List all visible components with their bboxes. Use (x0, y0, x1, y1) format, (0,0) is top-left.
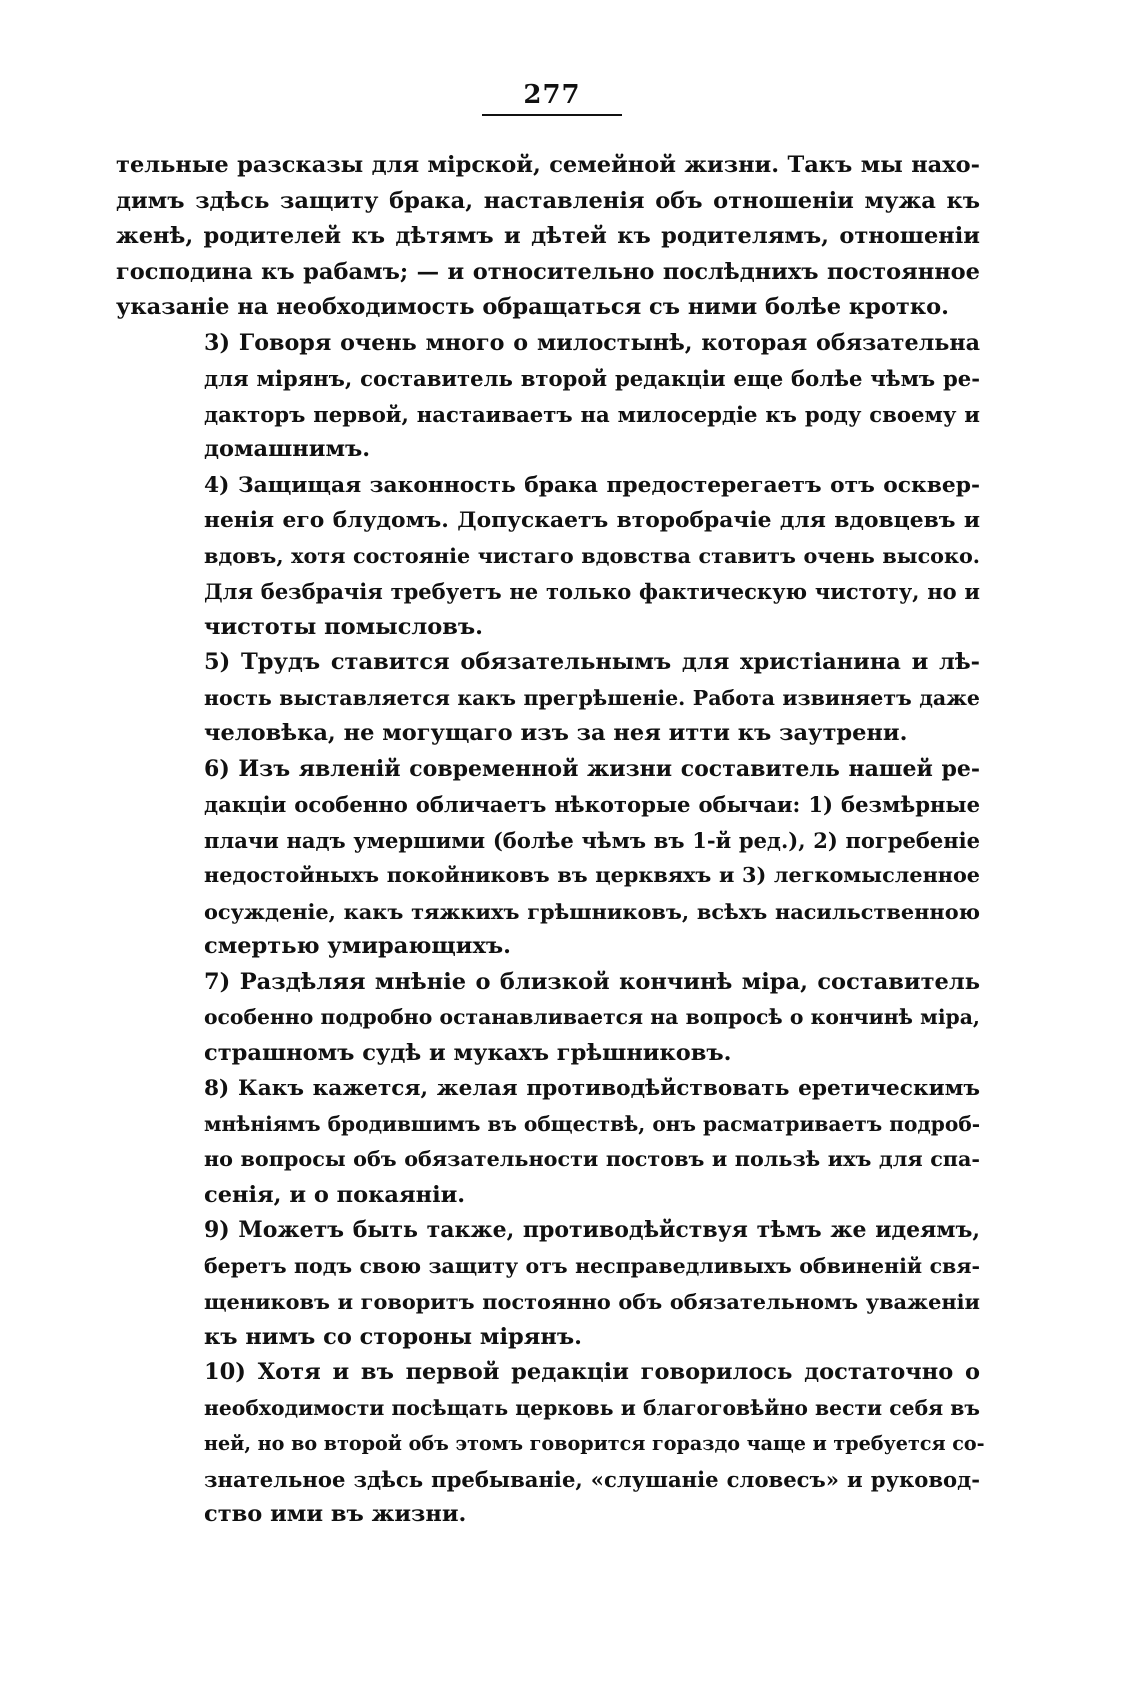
text-line: домашнимъ. (204, 436, 371, 462)
text-line: ность выставляется какъ прегрѣшеніе. Работа извиняетъ даже (204, 685, 980, 710)
paragraph (116, 965, 980, 1072)
text-line: 7) Раздѣляя мнѣніе о близкой кончинѣ міра, составитель (204, 968, 980, 995)
paragraph (116, 1071, 980, 1213)
text-line: знательное здѣсь пребываніе, «слушаніе словесъ» и руковод- (204, 1466, 980, 1492)
page-number: 277 (523, 80, 581, 110)
text-line: къ нимъ со стороны мірянъ. (204, 1323, 582, 1350)
text-line: особенно подробно останавливается на вопросѣ о кончинѣ міра, (204, 1005, 980, 1029)
text-line: вдовъ, хотя состояніе чистаго вдовства ставитъ очень высоко. (204, 543, 980, 568)
paragraph (116, 752, 980, 965)
text-line: для мірянъ, составитель второй редакціи еще болѣе чѣмъ ре- (204, 366, 980, 391)
text-line: сенія, и о покаяніи. (204, 1181, 466, 1208)
text-line: ненія его блудомъ. Допускаетъ второбрачіе для вдовцевъ и (204, 508, 980, 533)
page-number-rule (482, 114, 622, 116)
text-line: 6) Изъ явленій современной жизни составитель нашей ре- (204, 755, 980, 782)
text-line: 8) Какъ кажется, желая противодѣйствовать еретическимъ (204, 1076, 980, 1101)
page-header (482, 80, 622, 116)
text-line: 3) Говоря очень много о милостынѣ, которая обязательна (204, 329, 980, 356)
text-line: мнѣніямъ бродившимъ въ обществѣ, онъ расматриваетъ подроб- (204, 1111, 981, 1136)
text-line: ство ими въ жизни. (204, 1501, 467, 1527)
text-line: 10) Хотя и въ первой редакціи говорилось достаточно о (204, 1359, 980, 1385)
text-line: смертью умирающихъ. (204, 933, 511, 959)
text-line: беретъ подъ свою защиту отъ несправедливыхъ обвиненій свя- (204, 1253, 980, 1278)
paragraph (116, 645, 980, 752)
text-line: чистоты помысловъ. (204, 613, 484, 640)
paragraph (116, 326, 980, 468)
text-line: господина къ рабамъ; — и относительно послѣднихъ постоянное (116, 258, 980, 285)
text-line: человѣка, не могущаго изъ за нея итти къ заутрени. (204, 720, 908, 746)
text-line: но вопросы объ обязательности постовъ и пользѣ ихъ для спа- (204, 1147, 980, 1171)
text-line: женѣ, родителей къ дѣтямъ и дѣтей къ родителямъ, отношеніи (116, 223, 980, 249)
text-line: страшномъ судѣ и мукахъ грѣшниковъ. (204, 1039, 732, 1066)
text-line: димъ здѣсь защиту брака, наставленія объ отношеніи мужа къ (116, 187, 980, 214)
text-line: Для безбрачія требуетъ не только фактическую чистоту, но и (204, 579, 980, 604)
text-line: плачи надъ умершими (болѣе чѣмъ въ 1-й ред.), 2) погребеніе (204, 827, 980, 853)
text-line: недостойныхъ покойниковъ въ церквяхъ и 3) легкомысленное (204, 863, 980, 887)
text-line: необходимости посѣщать церковь и благоговѣйно вести себя въ (204, 1395, 980, 1420)
text-line: осужденіе, какъ тяжкихъ грѣшниковъ, всѣхъ насильственною (204, 898, 980, 924)
text-line: 9) Можетъ быть также, противодѣйствуя тѣмъ же идеямъ, (204, 1217, 980, 1243)
text-line: щениковъ и говоритъ постоянно объ обязательномъ уваженіи (204, 1289, 980, 1314)
text-line: тельные разсказы для мірской, семейной жизни. Такъ мы нахо- (116, 152, 980, 178)
text-line: ней, но во второй объ этомъ говорится гораздо чаще и требуется со- (204, 1432, 985, 1455)
text-line: 4) Защищая законность брака предостерегаетъ отъ осквер- (204, 472, 980, 498)
paragraph (116, 148, 980, 326)
text-line: указаніе на необходимость обращаться съ ними болѣе кротко. (116, 294, 949, 320)
text-line: 5) Трудъ ставится обязательнымъ для христіанина и лѣ- (204, 649, 980, 675)
paragraph (116, 1355, 985, 1533)
text-line: дакторъ первой, настаиваетъ на милосердіе къ роду своему и (204, 401, 980, 427)
paragraph (116, 468, 980, 646)
page-body (116, 148, 985, 1533)
paragraph (116, 1213, 980, 1355)
text-line: дакціи особенно обличаетъ нѣкоторые обычаи: 1) безмѣрные (204, 792, 980, 817)
